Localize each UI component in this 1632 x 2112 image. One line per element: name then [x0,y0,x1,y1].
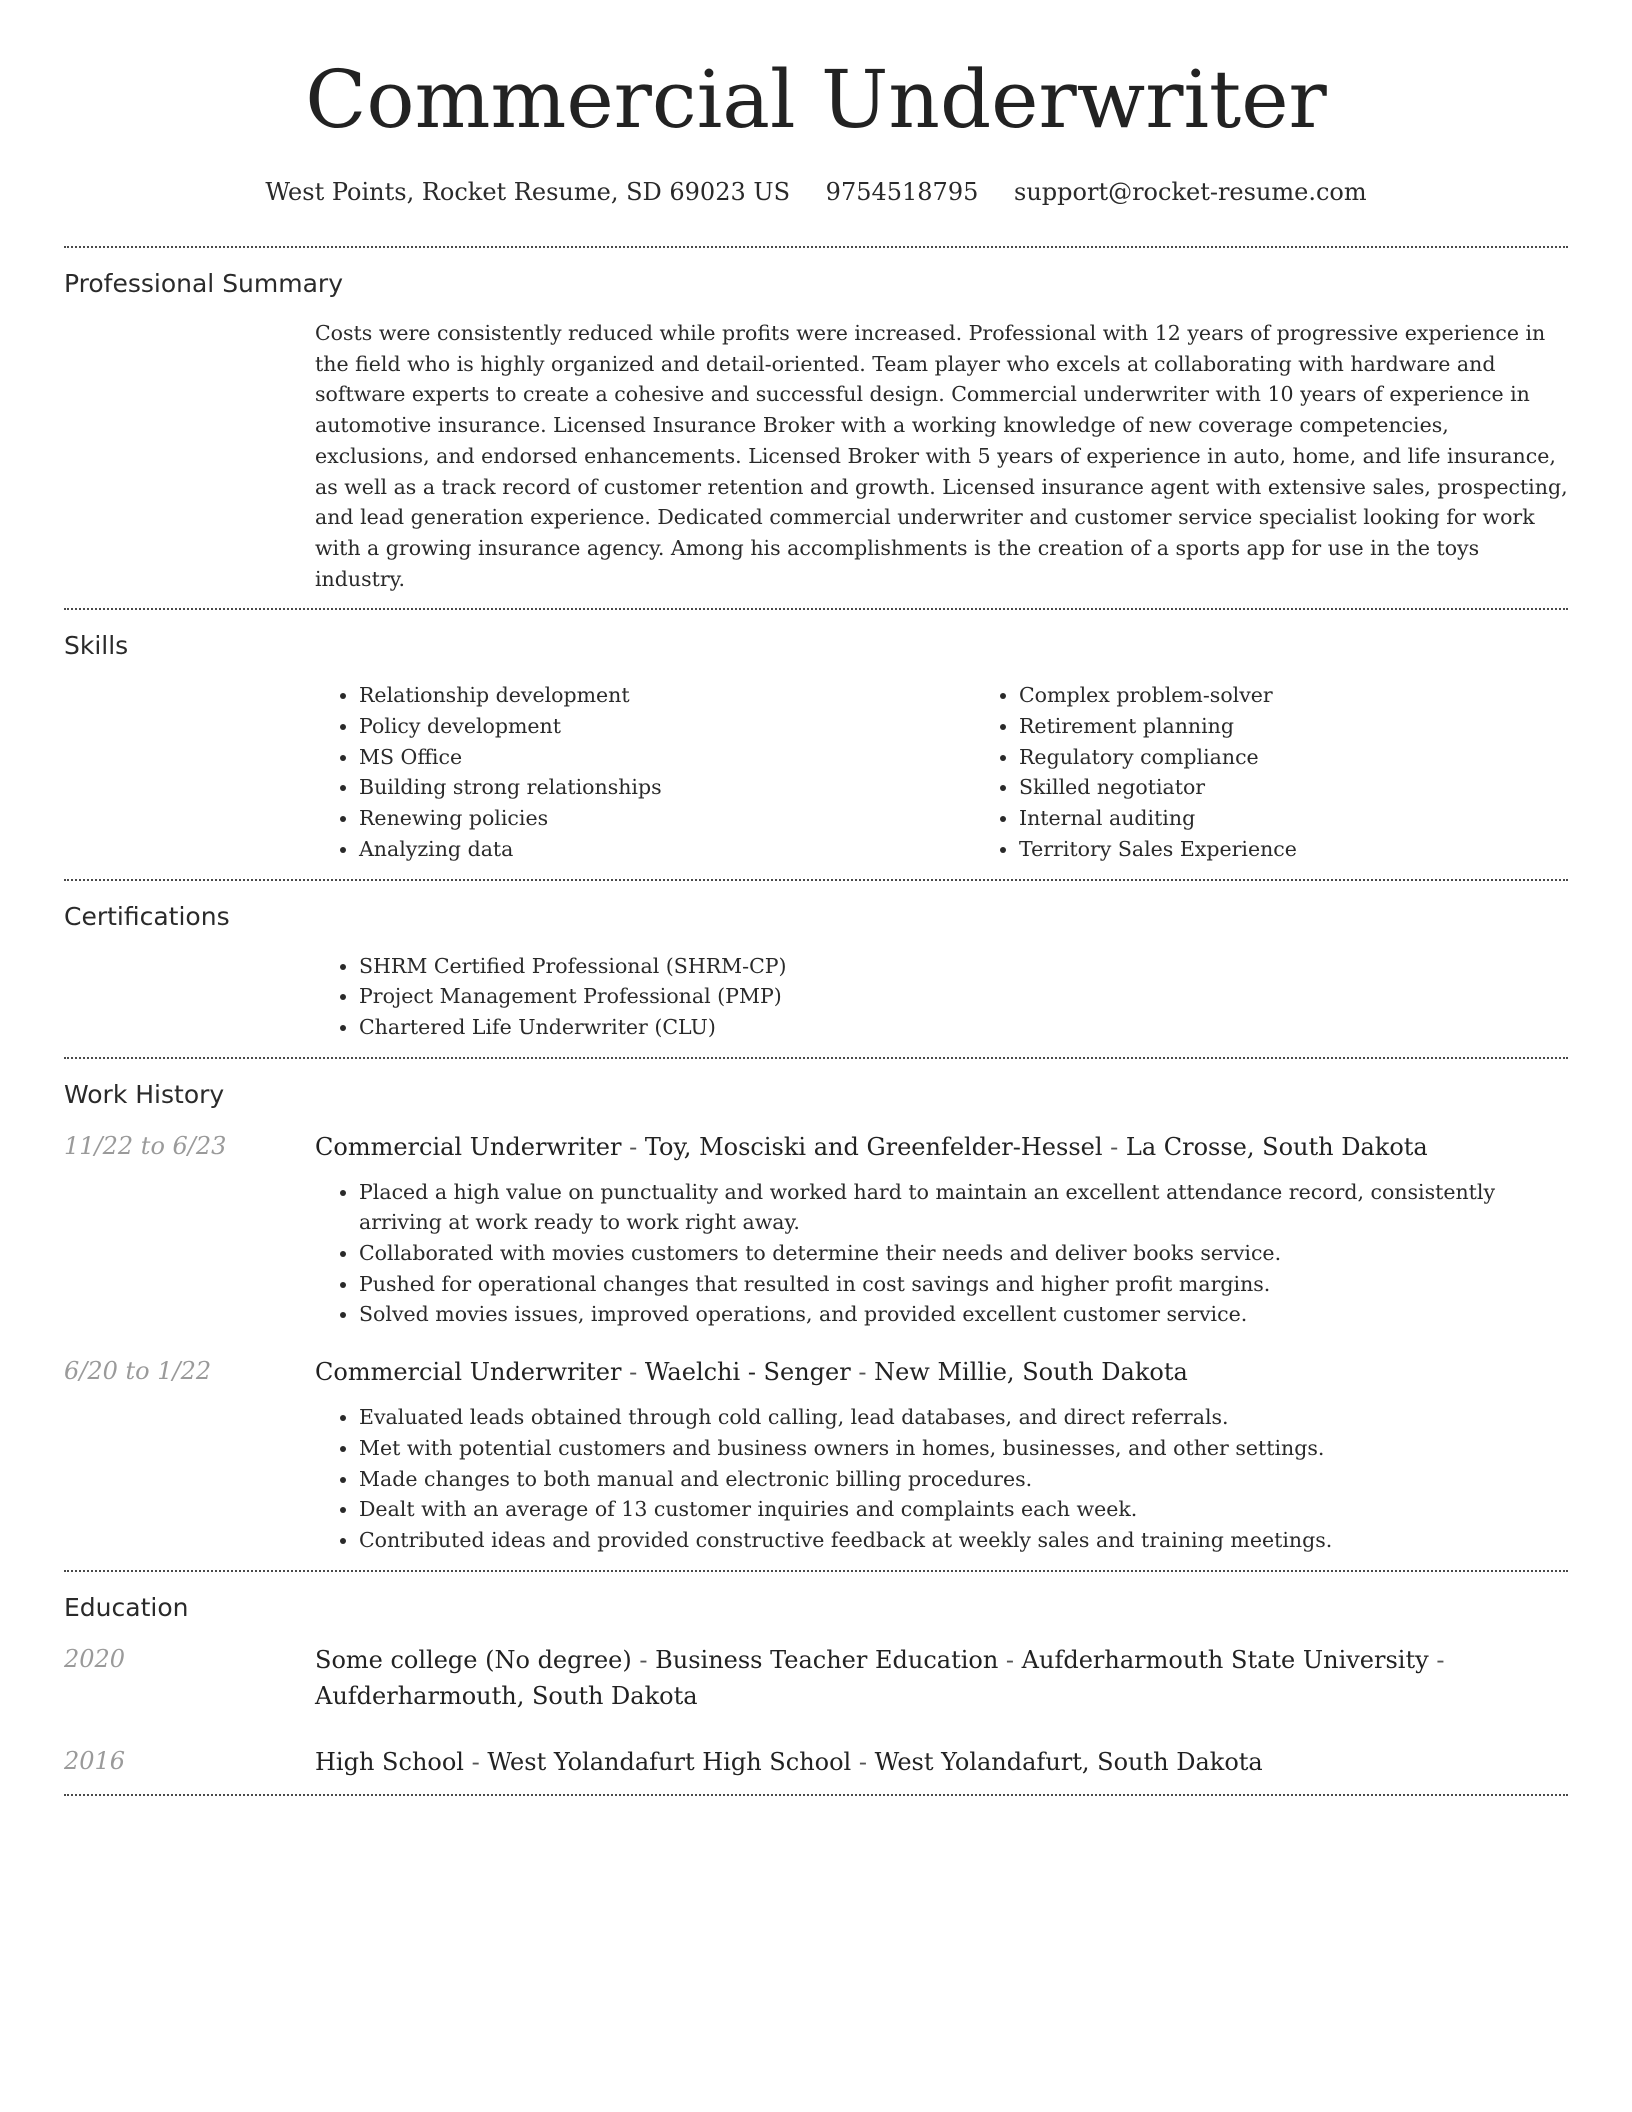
list-item: • MS Office [359,742,975,773]
work-entry [64,1129,1568,1331]
list-item: • Analyzing data [359,834,975,865]
summary-body [315,318,1568,594]
education-heading [315,1642,1568,1714]
list-item: • Evaluated leads obtained through cold calling, lead databases, and direct referrals. [359,1402,1568,1433]
education-section [64,1572,1568,1794]
heading-separator: - [631,1645,656,1674]
list-item: • Internal auditing [1019,803,1632,834]
heading-separator: - [850,1358,875,1387]
heading-separator: - [851,1747,875,1776]
summary-text: Costs were consistently reduced while profits were increased. Professional with 12 years of progressive experience in the field who is highly organized and detail-oriented. Team player who excels at collaborating with hardware and software experts to create a cohesive and successful design. Commercial underwriter with 10 years of experience in automotive insurance. Licensed Insurance Broker with a working knowledge of new coverage competencies, exclusions, and endorsed enhancements. Licensed Broker with 5 years of experience in auto, home, and life insurance, as well as a track record of customer retention and growth. Licensed insurance agent with extensive sales, prospecting, and lead generation experience. Dedicated commercial underwriter and customer service specialist looking for work with a growing insurance agency. Among his accomplishments is the creation of a sports app for use in the toys industry. [315,321,1568,591]
certifications-section [64,881,1568,1057]
list-item: • Solved movies issues, improved operations, and provided excellent customer service. [359,1299,1568,1330]
work-section [64,1059,1568,1570]
candidate-name: Commercial Underwriter [305,53,1327,146]
list-item: • SHRM Certified Professional (SHRM-CP) [359,951,1568,982]
list-item: • Territory Sales Experience [1019,834,1632,865]
education-entry [64,1642,1568,1714]
skills-grid [315,680,1568,864]
work-details [315,1129,1568,1331]
resume-header [64,0,1568,208]
heading-separator: - [463,1747,488,1776]
list-item: • Collaborated with movies customers to determine their needs and deliver books service. [359,1238,1568,1269]
heading-separator: - [621,1132,645,1161]
contact-phone: 9754518795 [825,178,979,206]
heading-separator: - [998,1645,1022,1674]
work-dates: 11/22 to 6/23 [64,1131,227,1160]
heading-separator: - [1102,1132,1126,1161]
certifications-title: Certifications [64,901,230,931]
work-heading [315,1129,1568,1165]
contact-line [64,176,1568,208]
list-item: • Contributed ideas and provided constructive feedback at weekly sales and training meetings. [359,1525,1568,1556]
list-item: • Complex problem-solver [1019,680,1632,711]
education-year: 2020 [64,1644,126,1673]
skills-list-left [315,680,975,864]
heading-separator: - [1428,1645,1445,1674]
job-role: Commercial Underwriter [315,1358,622,1387]
education-field: Business Teacher Education [655,1645,999,1674]
job-location: New Millie, South Dakota [874,1358,1188,1387]
job-location: La Crosse, South Dakota [1125,1132,1428,1161]
certifications-list [315,951,1568,1043]
education-degree: High School [315,1747,464,1776]
education-school: Aufderharmouth State University [1021,1645,1429,1674]
section-divider [64,1794,1568,1796]
education-details [315,1642,1568,1714]
list-item: • Retirement planning [1019,711,1632,742]
contact-address: West Points, Rocket Resume, SD 69023 US [265,178,791,206]
list-item: • Met with potential customers and business owners in homes, businesses, and other settings. [359,1433,1568,1464]
education-school: West Yolandafurt, South Dakota [874,1747,1263,1776]
education-field: West Yolandafurt High School [487,1747,852,1776]
education-location: Aufderharmouth, South Dakota [315,1681,698,1710]
list-item: • Relationship development [359,680,975,711]
job-company: Waelchi - Senger [644,1358,851,1387]
list-item: • Made changes to both manual and electronic billing procedures. [359,1464,1568,1495]
list-item: • Project Management Professional (PMP) [359,981,1568,1012]
skills-list-right [975,680,1632,864]
education-year: 2016 [64,1746,126,1775]
work-title: Work History [64,1079,225,1109]
list-item: • Policy development [359,711,975,742]
education-degree: Some college (No degree) [315,1645,632,1674]
list-item: • Skilled negotiator [1019,772,1632,803]
work-heading [315,1354,1568,1390]
list-item: • Regulatory compliance [1019,742,1632,773]
work-bullets [315,1402,1568,1556]
work-details [315,1354,1568,1556]
list-item: • Renewing policies [359,803,975,834]
list-item: • Placed a high value on punctuality and worked hard to maintain an excellent attendance record, consistently arriving at work ready to work right away. [359,1177,1568,1238]
education-heading [315,1744,1568,1780]
skills-title: Skills [64,631,129,661]
job-company: Toy, Mosciski and Greenfelder-Hessel [644,1132,1103,1161]
list-item: • Pushed for operational changes that resulted in cost savings and higher profit margins. [359,1269,1568,1300]
list-item: • Building strong relationships [359,772,975,803]
contact-email: support@rocket-resume.com [1014,178,1367,206]
heading-separator: - [621,1358,645,1387]
job-role: Commercial Underwriter [315,1132,622,1161]
work-dates: 6/20 to 1/22 [64,1357,212,1386]
list-item: • Chartered Life Underwriter (CLU) [359,1012,1568,1043]
education-title: Education [64,1592,189,1622]
work-entry [64,1354,1568,1556]
list-item: • Dealt with an average of 13 customer inquiries and complaints each week. [359,1494,1568,1525]
summary-section [64,248,1568,608]
work-bullets [315,1177,1568,1331]
skills-section [64,610,1568,878]
summary-title: Professional Summary [64,269,344,298]
education-entry [64,1744,1568,1780]
certifications-body [315,951,1568,1043]
education-details [315,1744,1568,1780]
